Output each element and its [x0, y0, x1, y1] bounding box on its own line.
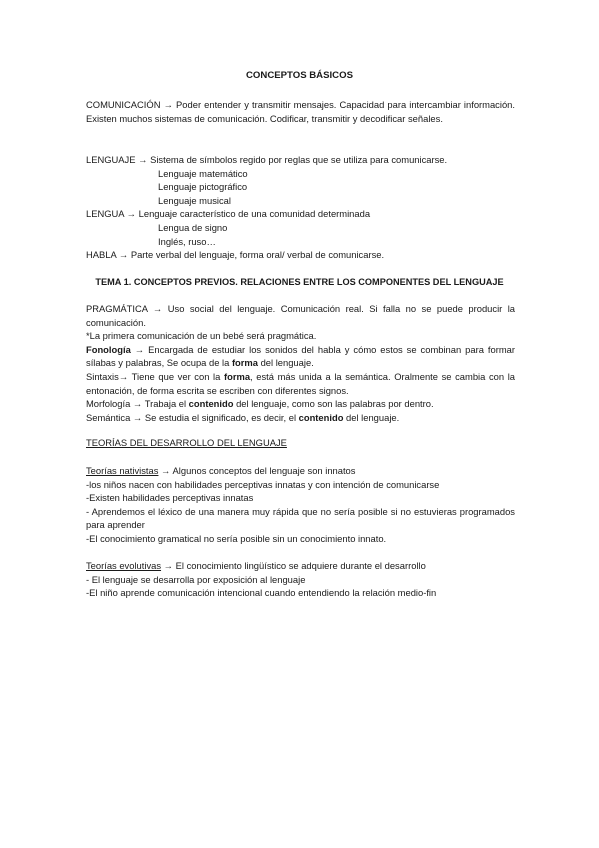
theory-summary: El conocimiento lingüístico se adquiere durante el desarrollo — [175, 560, 426, 571]
definition-comunicacion — [86, 98, 515, 125]
definition-text: Tiene que ver con la — [131, 370, 221, 382]
term-fonologia: Fonología — [86, 343, 131, 355]
bold-keyword: forma — [223, 370, 251, 382]
bold-keyword: contenido — [188, 398, 234, 410]
list-item: -El conocimiento gramatical no sería posible sin un conocimiento innato. — [86, 532, 387, 544]
section-heading-teorias: TEORÍAS DEL DESARROLLO DEL LENGUAJE — [86, 437, 287, 448]
list-item: -los niños nacen con habilidades perceptivas innatas y con intención de comunicarse — [86, 478, 440, 490]
definition-text: del lenguaje. — [346, 411, 400, 423]
definition-text: Parte verbal del lenguaje, forma oral/ verbal de comunicarse. — [130, 249, 385, 261]
list-item: - Aprendemos el léxico de una manera muy rápida que no sería posible si no estuvieras programados para aprender — [86, 505, 515, 531]
example-item: Lenguaje musical — [158, 194, 231, 206]
definition-text: Se estudia el significado, es decir, el — [144, 411, 297, 423]
arrow-icon: → — [138, 154, 148, 165]
arrow-icon: → — [118, 370, 129, 382]
term-pragmatica: PRAGMÁTICA — [86, 303, 148, 314]
term-evolutivas: Teorías evolutivas — [86, 560, 162, 571]
definition-lenguaje — [86, 153, 515, 262]
term-morfologia: Morfología — [86, 398, 131, 410]
term-nativistas: Teorías nativistas — [86, 465, 159, 476]
section-heading-tema1: TEMA 1. CONCEPTOS PREVIOS. RELACIONES ENTRE LOS COMPONENTES DEL LENGUAJE — [95, 277, 504, 287]
example-item: Inglés, ruso… — [158, 235, 216, 247]
definition-fonologia — [86, 343, 515, 370]
definition-pragmatica — [86, 302, 515, 329]
list-item: -Existen habilidades perceptivas innatas — [86, 492, 254, 504]
definition-semantica — [86, 411, 515, 425]
arrow-icon: → — [163, 560, 174, 571]
arrow-icon: → — [132, 398, 143, 410]
arrow-icon: → — [118, 249, 129, 261]
page-title: CONCEPTOS BÁSICOS — [246, 70, 353, 81]
term-sintaxis: Sintaxis — [86, 370, 119, 382]
term-lengua: LENGUA — [86, 208, 125, 220]
list-item: - El lenguaje se desarrolla por exposición al lenguaje — [86, 573, 306, 585]
list-item: -El niño aprende comunicación intencional cuando entendiendo la relación medio-fin — [86, 587, 437, 599]
term-comunicacion: COMUNICACIÓN — [86, 99, 161, 110]
arrow-icon: → — [163, 99, 173, 110]
components-section — [86, 302, 515, 424]
bold-keyword: forma — [231, 357, 258, 369]
theory-nativistas — [86, 464, 515, 546]
theory-evolutivas — [86, 559, 515, 600]
arrow-icon: → — [161, 465, 171, 476]
arrow-icon: → — [126, 208, 137, 220]
definition-text: del lenguaje, como son las palabras por dentro. — [236, 398, 434, 410]
theory-summary: Algunos conceptos del lenguaje son innatos — [172, 465, 356, 476]
definition-text: Uso social del lenguaje. Comunicación real. Si falla no se puede producir la comunicación. — [86, 303, 516, 328]
bold-keyword: contenido — [298, 411, 344, 423]
definition-text: Poder entender y transmitir mensajes. Capacidad para intercambiar información. Existen muchos sistemas de comunicación. Codificar, transmitir y decodificar señales. — [86, 99, 515, 124]
example-item: Lengua de signo — [158, 221, 228, 233]
term-habla: HABLA — [86, 249, 117, 261]
definition-text: Trabaja el — [144, 398, 187, 410]
definition-text: Sistema de símbolos regido por reglas que se utiliza para comunicarse. — [150, 154, 448, 165]
arrow-icon: → — [152, 303, 163, 314]
pragmatica-note: *La primera comunicación de un bebé será pragmática. — [86, 330, 317, 342]
term-semantica: Semántica — [86, 411, 131, 423]
term-lenguaje: LENGUAJE — [86, 154, 136, 165]
arrow-icon: → — [134, 343, 145, 355]
definition-sintaxis — [86, 370, 515, 397]
definition-text: del lenguaje. — [260, 357, 314, 369]
example-item: Lenguaje pictográfico — [158, 181, 248, 193]
definition-text: , está más unida a la semántica. Oralmente se cambia con la entonación, de forma escrita se escriben con diferentes signos. — [86, 370, 516, 396]
example-item: Lenguaje matemático — [158, 167, 248, 179]
definition-morfologia — [86, 397, 515, 411]
arrow-icon: → — [132, 411, 143, 423]
definition-text: Lenguaje característico de una comunidad determinada — [138, 208, 371, 220]
definition-text: Encargada de estudiar los sonidos del habla y cómo estos se combinan para formar sílabas y palabras, Se ocupa de la — [86, 343, 515, 369]
